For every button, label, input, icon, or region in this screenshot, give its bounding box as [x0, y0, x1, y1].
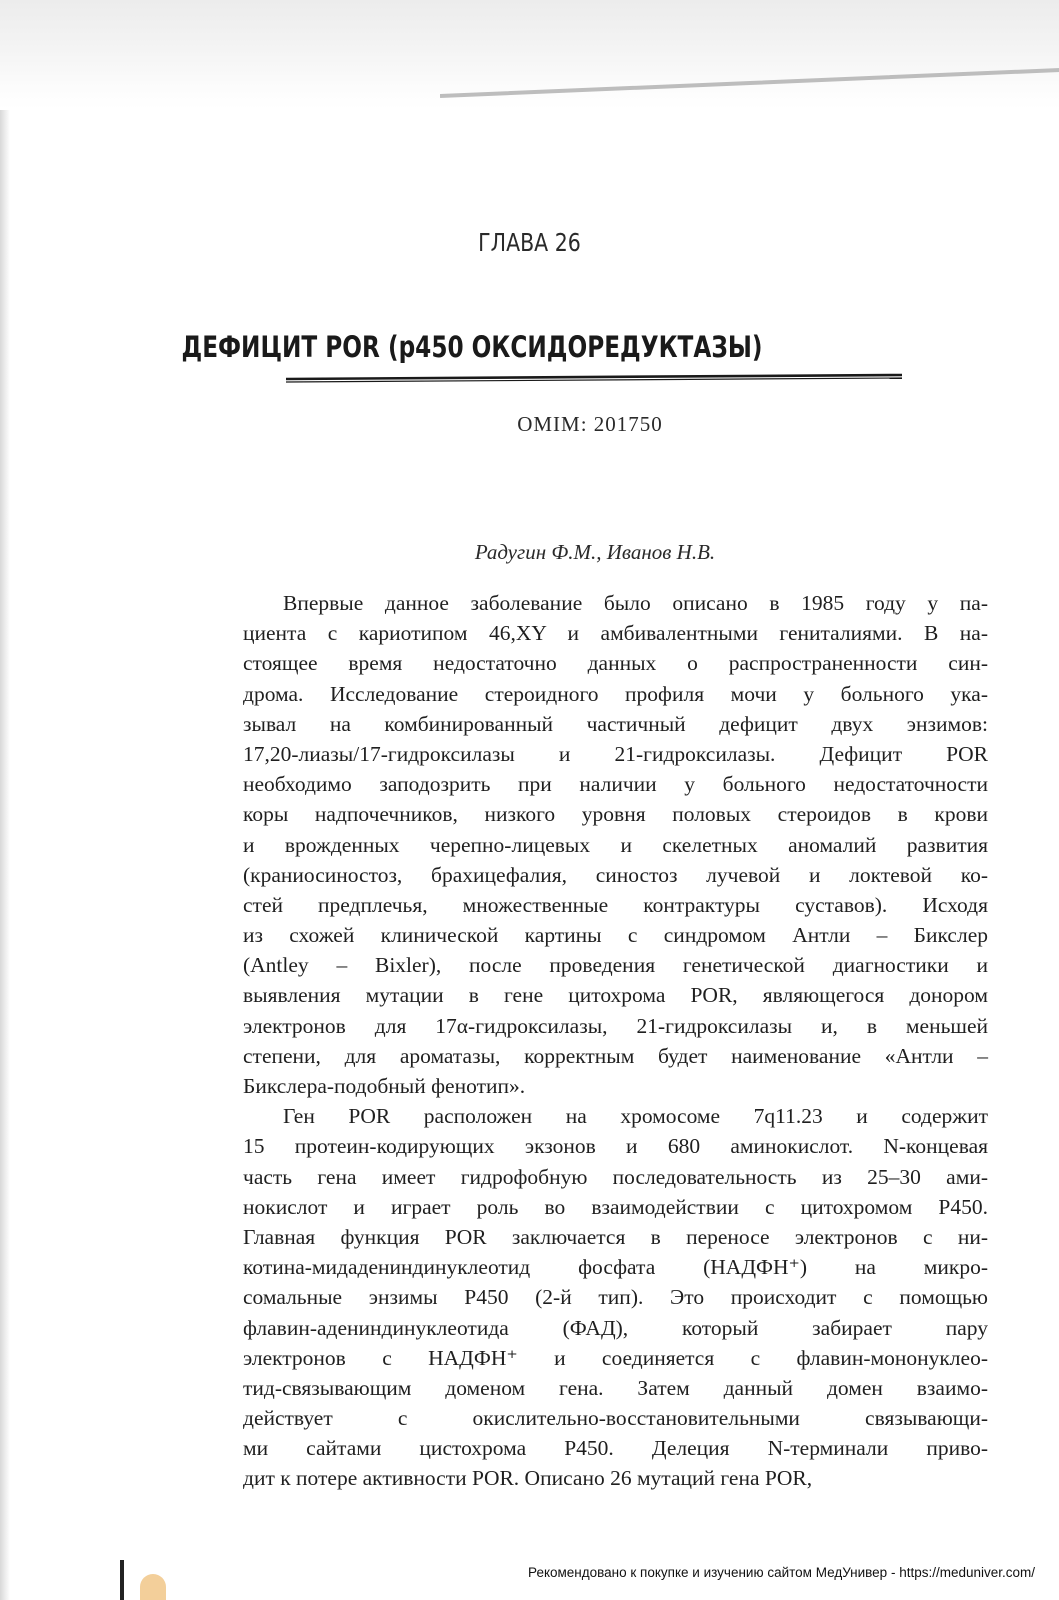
text-line: флавин-адениндинуклеотида (ФАД), который забирает пару	[243, 1315, 988, 1340]
text-line: часть гена имеет гидрофобную последовательность из 25–30 ами-	[243, 1164, 988, 1189]
text-line: (краниосиностоз, брахицефалия, синостоз лучевой и локтевой ко-	[243, 862, 988, 887]
text-line: действует с окислительно-восстановительными связывающи-	[243, 1406, 988, 1431]
scan-edge-mark	[120, 1560, 124, 1600]
text-line: дрома. Исследование стероидного профиля мочи у больного ука-	[243, 681, 988, 706]
text-line: Главная функция POR заключается в переносе электронов с ни-	[243, 1224, 988, 1249]
text-line: выявления мутации в гене цитохрома POR, являющегося донором	[243, 983, 988, 1008]
page-edge-line	[440, 66, 1059, 100]
text-line: стей предплечья, множественные контрактуры суставов). Исходя	[243, 892, 988, 917]
text-line: Ген POR расположен на хромосоме 7q11.23 и содержит	[283, 1104, 988, 1129]
text-line: дит к потере активности POR. Описано 26 мутаций гена POR,	[243, 1466, 813, 1491]
text-line: необходимо заподозрить при наличии у больного недостаточности	[243, 772, 988, 797]
title-rule	[286, 372, 902, 384]
text-line: ми сайтами цистохрома P450. Делеция N-терминали приво-	[243, 1436, 988, 1461]
text-line: электронов с НАДФН⁺ и соединяется с флавин-мононуклео-	[243, 1345, 988, 1370]
body-text	[243, 588, 988, 1494]
text-line: электронов для 17α-гидроксилазы, 21-гидроксилазы и, в меньшей	[243, 1013, 988, 1038]
text-line: степени, для ароматазы, корректным будет наименование «Антли –	[243, 1043, 988, 1068]
text-line: 15 протеин-кодирующих экзонов и 680 аминокислот. N-концевая	[243, 1134, 988, 1159]
text-line: и врожденных черепно-лицевых и скелетных аномалий развития	[243, 832, 988, 857]
authors: Радугин Ф.М., Иванов Н.В.	[474, 540, 716, 564]
text-line: нокислот и играет роль во взаимодействии с цитохромом P450.	[243, 1194, 988, 1219]
text-line: тид-связывающим доменом гена. Затем данный домен взаимо-	[243, 1375, 988, 1400]
text-line: сомальные энзимы P450 (2-й тип). Это происходит с помощью	[243, 1285, 988, 1310]
chapter-label: ГЛАВА 26	[478, 228, 581, 257]
paragraph-2	[243, 1101, 988, 1493]
text-line: циента с кариотипом 46,XY и амбивалентными гениталиями. В на-	[243, 621, 988, 646]
text-line: Впервые данное заболевание было описано в 1985 году у па-	[283, 591, 988, 615]
text-line: коры надпочечников, низкого уровня половых стероидов в крови	[243, 802, 988, 827]
text-line: котина-мидадениндинуклеотид фосфата (НАДФН⁺) на микро-	[243, 1255, 988, 1280]
footer-note: Рекомендовано к покупке и изучению сайтом МедУнивер - https://meduniver.com/	[528, 1565, 1035, 1580]
text-line: (Antley – Bixler), после проведения генетической диагностики и	[243, 953, 988, 978]
text-line: Бикслера-подобный фенотип».	[243, 1074, 526, 1098]
chapter-title: ДЕФИЦИТ POR (p450 ОКСИДОРЕДУКТАЗЫ)	[181, 330, 763, 364]
paragraph-1	[243, 588, 988, 1101]
text-line: из схожей клинической картины с синдромом Антли – Бикслер	[243, 923, 988, 948]
text-line: стоящее время недостаточно данных о распространенности син-	[243, 651, 988, 676]
text-line: зывал на комбинированный частичный дефицит двух энзимов:	[243, 711, 988, 736]
scan-edge-blob	[140, 1574, 166, 1600]
text-line: 17,20-лиазы/17-гидроксилазы и 21-гидроксилазы. Дефицит POR	[243, 741, 988, 766]
omim-code: OMIM: 201750	[517, 412, 663, 436]
